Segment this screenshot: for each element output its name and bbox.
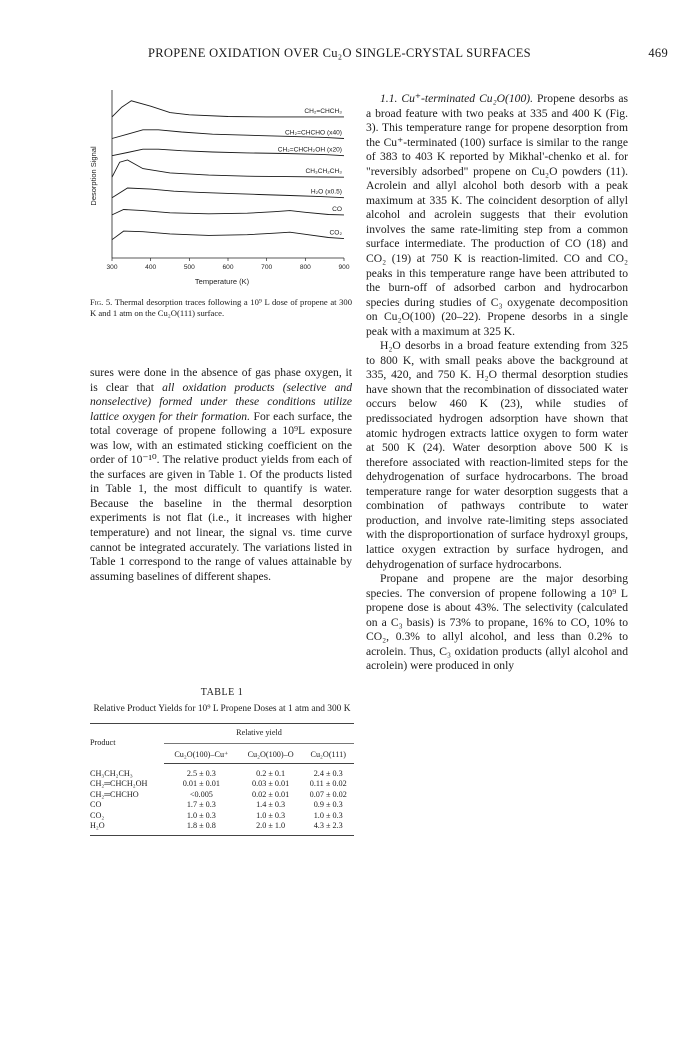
table-cell: 2.4 ± 0.3: [313, 769, 343, 778]
table-cell: 1.7 ± 0.3: [186, 800, 216, 810]
header-col-1: Cu₂O(100)–Cu⁺: [164, 744, 239, 764]
table-cell: 0.01 ± 0.01: [182, 779, 220, 789]
header-relative-yield: Relative yield: [164, 724, 354, 744]
x-tick-label: 900: [338, 264, 350, 271]
left-paragraph: [90, 366, 352, 584]
header-product: Product: [90, 724, 164, 764]
table-cell: 0.11 ± 0.02: [309, 779, 347, 789]
table-cell-product: CH₂═CHCHO: [90, 789, 139, 799]
x-tick-label: 600: [222, 264, 234, 271]
series-label: CH₂=CHCH₃: [304, 107, 342, 115]
table-row: [90, 790, 354, 800]
table-row: [90, 800, 354, 810]
x-tick-label: 700: [261, 264, 273, 271]
series-line: [112, 231, 344, 240]
y-axis-label: Desorption Signal: [89, 146, 98, 206]
table-cell: 1.0 ± 0.3: [186, 810, 216, 820]
table-cell: 1.4 ± 0.3: [256, 800, 286, 810]
table-row: [90, 811, 354, 821]
table-cell: 2.5 ± 0.3: [186, 769, 216, 778]
x-axis-label: Temperature (K): [194, 277, 250, 286]
table-cell-product: CH₂═CHCH₂OH: [90, 779, 148, 789]
series-label: CO₂: [329, 229, 342, 237]
series-label: CO: [332, 205, 342, 213]
table-title: TABLE 1: [200, 687, 244, 698]
figure-caption-label: Fig. 5.: [90, 297, 113, 307]
left-paragraph-text: sures were done in the absence of gas phase oxygen, it is clear that: [90, 366, 352, 394]
left-paragraph-text-after: For each surface, the total coverage of propene following a 10⁹L exposure was low, with an estimated sticking coefficient on the order of 10⁻¹⁰. The relative product yields from each of the surfaces are given in Table 1. Of the products listed in Table 1, the most difficult to quantify is water. Because the baseline in the thermal desorption experiments is not flat (i.e., it increases with higher temperature) and not linear, the signal vs. time curve cannot be integrated accurately. The variations listed in Table 1 correspond to the range of values attainable by assuming baselines of different shapes.: [90, 409, 352, 583]
left-paragraph-italic: all oxidation products (selective and nonselective) formed under these conditions utilize lattice oxygen for their formation.: [90, 380, 352, 423]
table-cell: 0.9 ± 0.3: [313, 800, 343, 810]
section-heading-cu-terminated: 1.1. Cu⁺-terminated Cu₂O(100).: [380, 92, 534, 105]
header-col-3: Cu₂O(111): [302, 744, 354, 764]
series-label: CH₂=CHCHO (x40): [285, 129, 342, 137]
table-cell: 0.03 ± 0.01: [251, 779, 290, 789]
table-cell-product: CH₃CH₂CH₃: [90, 768, 133, 778]
table-1: [84, 687, 360, 836]
right-paragraph-3: Propane and propene are the major desorbing species. The conversion of propene following a 10⁹ L propene dose is about 43%. The selectivity (calculated on a C₃ basis) is 73% to propane, 16% to CO, 10% to CO₂, 0.3% to allyl alcohol, and less than 0.2% to acrolein. Thus, C₃ oxidation products (allyl alcohol and acrolein) were produced in only: [366, 572, 628, 673]
table-row: [90, 821, 354, 836]
right-paragraph-1: [366, 92, 628, 339]
table-cell: 2.0 ± 1.0: [239, 821, 303, 836]
series-line: [112, 188, 344, 198]
table-cell: 1.0 ± 0.3: [313, 810, 343, 820]
right-column: [366, 92, 628, 674]
table-cell: 1.0 ± 0.3: [256, 810, 286, 820]
x-tick-label: 300: [106, 264, 118, 271]
figure-caption-text: Thermal desorption traces following a 10⁹ L dose of propene at 300 K and 1 atm on the Cu₂O(111) surface.: [90, 297, 352, 318]
table-row: [90, 779, 354, 789]
table-cell: 0.02 ± 0.01: [251, 789, 290, 799]
table-cell-product: CO: [90, 800, 102, 810]
tpd-chart: [82, 86, 358, 292]
x-ticks: [106, 258, 349, 271]
table-caption: Relative Product Yields for 10⁹ L Propene Doses at 1 atm and 300 K: [93, 704, 351, 714]
figure-caption: [90, 297, 352, 319]
table-cell: 0.07 ± 0.02: [309, 789, 347, 799]
table-cell: <0.005: [189, 789, 213, 799]
header-col-2: Cu₂O(100)–O: [239, 744, 303, 764]
running-title: PROPENE OXIDATION OVER Cu₂O SINGLE-CRYSTAL SURFACES: [148, 46, 531, 60]
series-label: H₂O (x0.5): [310, 188, 342, 196]
x-tick-label: 800: [299, 264, 311, 271]
table-cell: 1.8 ± 0.8: [164, 821, 239, 836]
yield-table: [90, 723, 354, 836]
series-label: CH₃CH₂CH₃: [305, 168, 342, 176]
table-cell: 0.2 ± 0.1: [256, 769, 286, 778]
table-cell: 4.3 ± 2.3: [302, 821, 354, 836]
x-tick-label: 500: [183, 264, 195, 271]
series-labels: [278, 108, 343, 237]
table-cell-product: H₂O: [90, 821, 164, 836]
left-column: [90, 366, 352, 584]
right-paragraph-2: H₂O desorbs in a broad feature extending from 325 to 800 K, with small peaks above the background at 335, 420, and 750 K. H₂O thermal desorption studies have shown that the recombination of dissociated water occurs below 460 K (23), while studies of predissociated hydrogen adsorption have shown that atomic hydrogen extracts lattice oxygen to form water at 500 K (24). Water desorption above 500 K is therefore associated with reaction-limited steps for the dehydrogenation of surface hydrocarbons. The broad temperature range for water desorption suggests that a combination of pathways contribute to water production, and involve rate-limiting steps associated with the disproportionation of surface hydroxyl groups, lattice oxygen extraction by surface hydrogen, and dehydrogenation of surface hydrocarbons.: [366, 339, 628, 571]
x-tick-label: 400: [145, 264, 157, 271]
series-line: [112, 210, 344, 215]
right-paragraph-1-text: Propene desorbs as a broad feature with two peaks at 335 and 400 K (Fig. 3). This temperature range for propene desorption from the Cu⁺-terminated (100) surface is similar to the range of 383 to 403 K reported by Mikhal'-chenko et al. for "reversibly adsorbed" propene on Cu₂O powders (11). Acrolein and allyl alcohol both desorb with a peak maximum at 335 K. The coincident desorption of allyl alcohol and acrolein suggests that their evolution involves the same rate-limiting step from a common surface intermediate. The production of CO (18) and CO₂ (19) at 750 K is reaction-limited. CO and CO₂ peaks in this temperature range have been attributed to the burn-off of adsorbed carbon and hydrocarbon species during studies of C₃ oxygenate decomposition on Cu₂O(100) (20–22). Propene desorbs in a single peak with a maximum at 325 K.: [366, 92, 628, 338]
page-number: 469: [648, 46, 668, 60]
series-label: CH₂=CHCH₂OH (x20): [277, 146, 342, 154]
table-row: [90, 764, 354, 780]
table-cell-product: CO₂: [90, 810, 105, 820]
